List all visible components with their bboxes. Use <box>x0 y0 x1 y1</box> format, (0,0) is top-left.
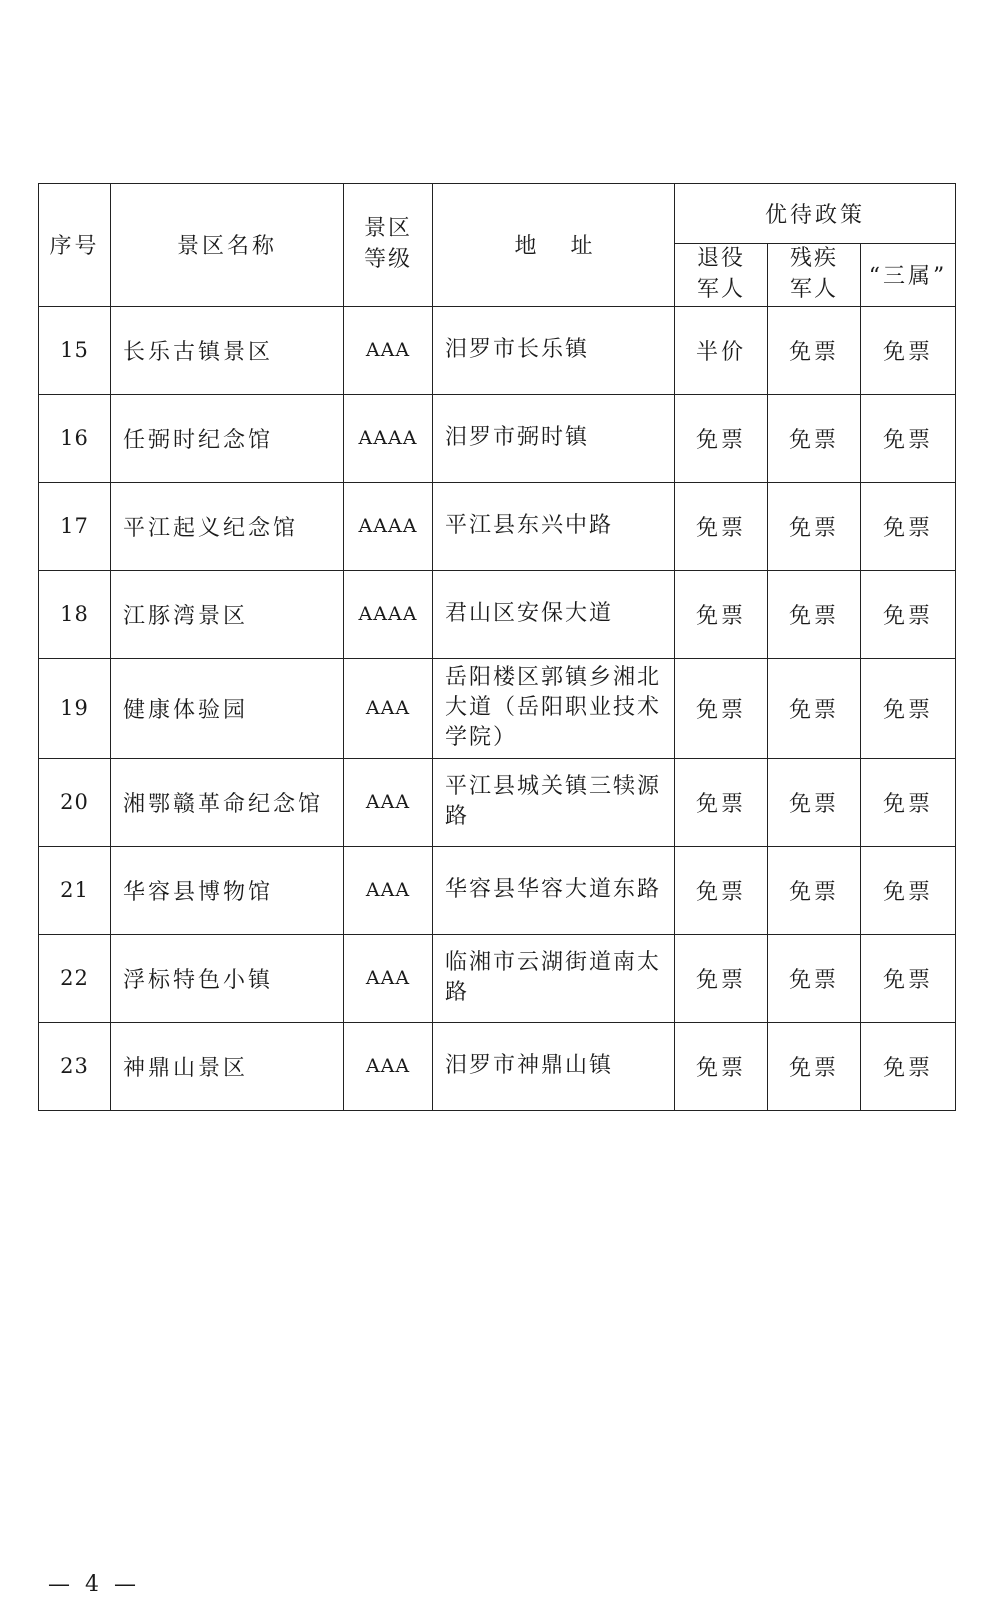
cell-grade: AAAA <box>344 570 433 658</box>
cell-address: 平江县城关镇三犊源路 <box>433 758 675 846</box>
cell-address: 临湘市云湖街道南太路 <box>433 934 675 1022</box>
cell-disabled: 免票 <box>768 934 861 1022</box>
cell-name: 浮标特色小镇 <box>111 934 344 1022</box>
cell-family: 免票 <box>861 934 956 1022</box>
cell-disabled: 免票 <box>768 570 861 658</box>
cell-name: 长乐古镇景区 <box>111 306 344 394</box>
header-family: “三属” <box>861 244 956 307</box>
header-grade-line1: 景区 <box>363 216 412 241</box>
cell-family: 免票 <box>861 758 956 846</box>
cell-no: 16 <box>39 394 111 482</box>
header-grade-line2: 等级 <box>363 246 412 272</box>
cell-veteran: 免票 <box>675 1022 768 1110</box>
cell-no: 20 <box>39 758 111 846</box>
cell-family: 免票 <box>861 306 956 394</box>
header-disabled-line1: 残疾 <box>789 246 838 271</box>
cell-grade: AAAA <box>344 482 433 570</box>
cell-address: 君山区安保大道 <box>433 570 675 658</box>
header-disabled-line2: 军人 <box>789 276 838 302</box>
table-row <box>39 570 956 658</box>
cell-address: 华容县华容大道东路 <box>433 846 675 934</box>
header-disabled <box>768 244 861 307</box>
cell-grade: AAA <box>344 1022 433 1110</box>
table-row <box>39 934 956 1022</box>
header-veteran <box>675 244 768 307</box>
header-veteran-line1: 退役 <box>696 246 745 271</box>
header-grade <box>344 184 433 307</box>
page-number: — 4 — <box>48 1572 140 1597</box>
cell-disabled: 免票 <box>768 306 861 394</box>
cell-disabled: 免票 <box>768 482 861 570</box>
header-veteran-line2: 军人 <box>696 276 745 302</box>
cell-address: 汨罗市长乐镇 <box>433 306 675 394</box>
cell-name: 平江起义纪念馆 <box>111 482 344 570</box>
header-policy-group: 优待政策 <box>675 184 956 244</box>
header-no: 序号 <box>39 184 111 307</box>
cell-grade: AAA <box>344 934 433 1022</box>
cell-name: 神鼎山景区 <box>111 1022 344 1110</box>
table-row <box>39 482 956 570</box>
cell-address: 平江县东兴中路 <box>433 482 675 570</box>
table-row <box>39 658 956 758</box>
header-name: 景区名称 <box>111 184 344 307</box>
cell-family: 免票 <box>861 394 956 482</box>
cell-name: 健康体验园 <box>111 658 344 758</box>
cell-address: 岳阳楼区郭镇乡湘北大道（岳阳职业技术学院） <box>433 658 675 758</box>
scenic-spot-policy-table <box>38 183 956 1111</box>
cell-disabled: 免票 <box>768 394 861 482</box>
cell-grade: AAA <box>344 758 433 846</box>
cell-grade: AAA <box>344 658 433 758</box>
cell-grade: AAAA <box>344 394 433 482</box>
cell-name: 任弼时纪念馆 <box>111 394 344 482</box>
table-row <box>39 1022 956 1110</box>
cell-no: 23 <box>39 1022 111 1110</box>
cell-veteran: 免票 <box>675 394 768 482</box>
cell-veteran: 免票 <box>675 758 768 846</box>
cell-family: 免票 <box>861 570 956 658</box>
cell-grade: AAA <box>344 846 433 934</box>
cell-veteran: 免票 <box>675 482 768 570</box>
cell-family: 免票 <box>861 846 956 934</box>
cell-disabled: 免票 <box>768 846 861 934</box>
header-address: 地址 <box>433 184 675 307</box>
cell-name: 湘鄂赣革命纪念馆 <box>111 758 344 846</box>
cell-no: 18 <box>39 570 111 658</box>
cell-family: 免票 <box>861 1022 956 1110</box>
cell-disabled: 免票 <box>768 1022 861 1110</box>
cell-disabled: 免票 <box>768 658 861 758</box>
cell-family: 免票 <box>861 482 956 570</box>
cell-no: 22 <box>39 934 111 1022</box>
cell-no: 21 <box>39 846 111 934</box>
cell-address: 汨罗市弼时镇 <box>433 394 675 482</box>
table-row <box>39 394 956 482</box>
cell-veteran: 免票 <box>675 570 768 658</box>
cell-grade: AAA <box>344 306 433 394</box>
cell-veteran: 免票 <box>675 658 768 758</box>
cell-disabled: 免票 <box>768 758 861 846</box>
table-row <box>39 306 956 394</box>
cell-veteran: 免票 <box>675 846 768 934</box>
table-row <box>39 846 956 934</box>
cell-name: 江豚湾景区 <box>111 570 344 658</box>
cell-name: 华容县博物馆 <box>111 846 344 934</box>
cell-family: 免票 <box>861 658 956 758</box>
cell-veteran: 半价 <box>675 306 768 394</box>
cell-no: 19 <box>39 658 111 758</box>
table-row <box>39 758 956 846</box>
cell-no: 15 <box>39 306 111 394</box>
cell-address: 汨罗市神鼎山镇 <box>433 1022 675 1110</box>
cell-no: 17 <box>39 482 111 570</box>
cell-veteran: 免票 <box>675 934 768 1022</box>
